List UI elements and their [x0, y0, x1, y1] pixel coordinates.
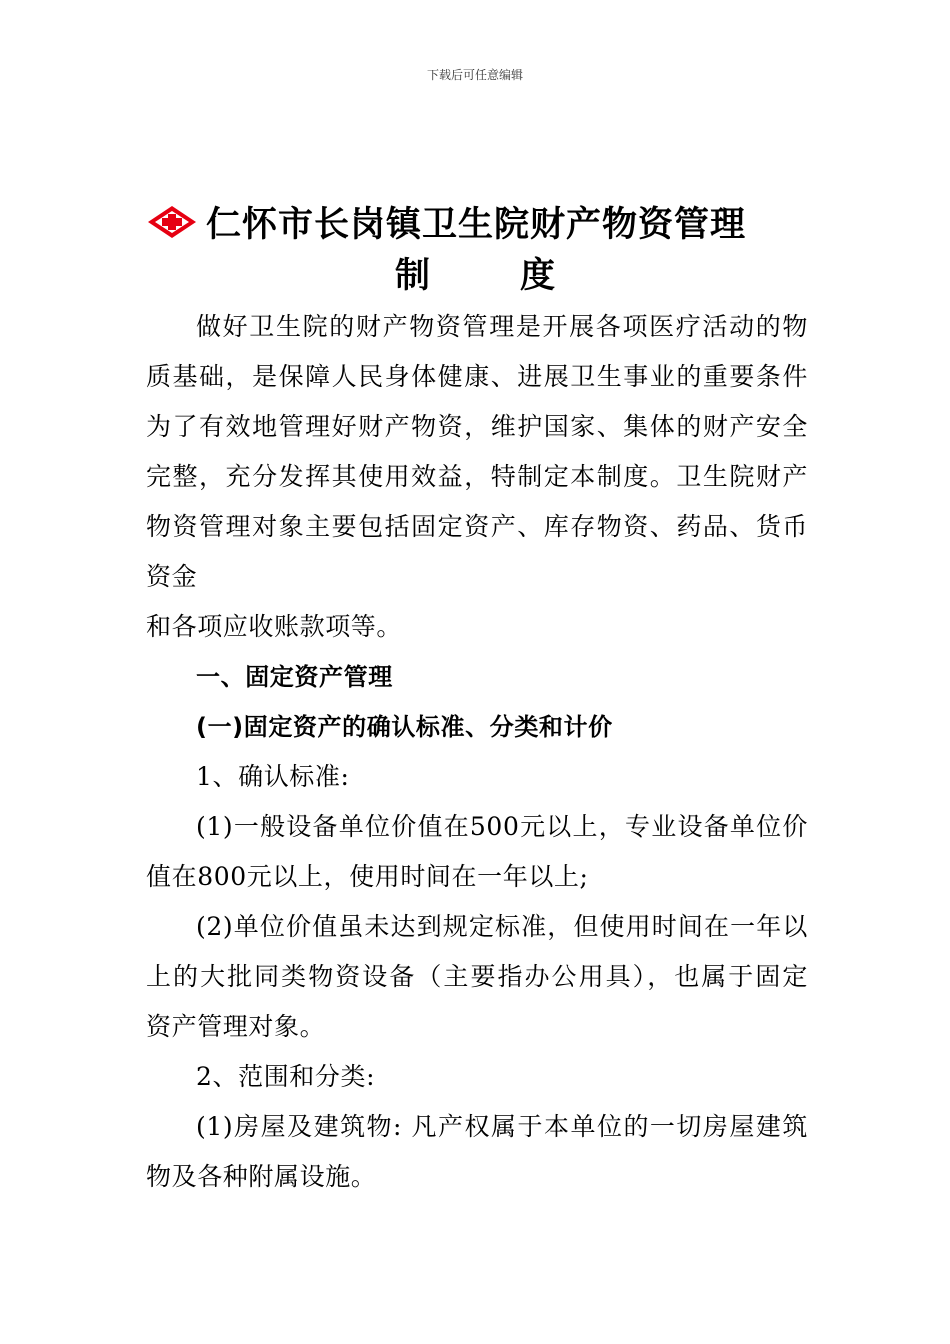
paragraph-line: (2)单位价值虽未达到规定标准，但使用时间在一年以 — [196, 912, 808, 941]
item-title: 1、确认标准: — [196, 762, 350, 791]
intro-line: 质基础，是保障人民身体健康、进展卫生事业的重要条件 — [146, 362, 808, 391]
paragraph-line: (1)房屋及建筑物: 凡产权属于本单位的一切房屋建筑 — [196, 1112, 808, 1141]
document-title — [146, 196, 806, 248]
item-title: 2、范围和分类: — [196, 1062, 376, 1091]
intro-line: 做好卫生院的财产物资管理是开展各项医疗活动的物 — [196, 312, 808, 341]
paragraph-line: 资产管理对象。 — [146, 1012, 326, 1041]
intro-line: 完整，充分发挥其使用效益，特制定本制度。卫生院财产 — [146, 462, 808, 491]
paragraph-line: 上的大批同类物资设备（主要指办公用具），也属于固定 — [146, 962, 808, 991]
title-char-du: 度 — [520, 256, 556, 296]
title-char-zhi: 制 — [394, 256, 430, 296]
header-note: 下载后可任意编辑 — [426, 68, 523, 82]
paragraph-line: (1)一般设备单位价值在500元以上，专业设备单位价 — [196, 812, 808, 841]
paragraph-line: 值在800元以上，使用时间在一年以上; — [146, 862, 589, 891]
document-body — [146, 302, 808, 1202]
intro-line: 和各项应收账款项等。 — [146, 612, 403, 641]
title-line-2 — [0, 248, 950, 298]
red-cross-emblem-icon — [146, 204, 198, 240]
title-line-1: 仁怀市长岗镇卫生院财产物资管理 — [206, 205, 747, 245]
paragraph-line: 物及各种附属设施。 — [146, 1162, 377, 1191]
intro-line: 物资管理对象主要包括固定资产、库存物资、药品、货币 — [146, 512, 808, 541]
intro-line: 为了有效地管理好财产物资，维护国家、集体的财产安全 — [146, 412, 808, 441]
intro-line: 资金 — [146, 562, 198, 591]
subsection-heading: (一)固定资产的确认标准、分类和计价 — [196, 713, 613, 741]
section-heading: 一、固定资产管理 — [196, 663, 393, 691]
